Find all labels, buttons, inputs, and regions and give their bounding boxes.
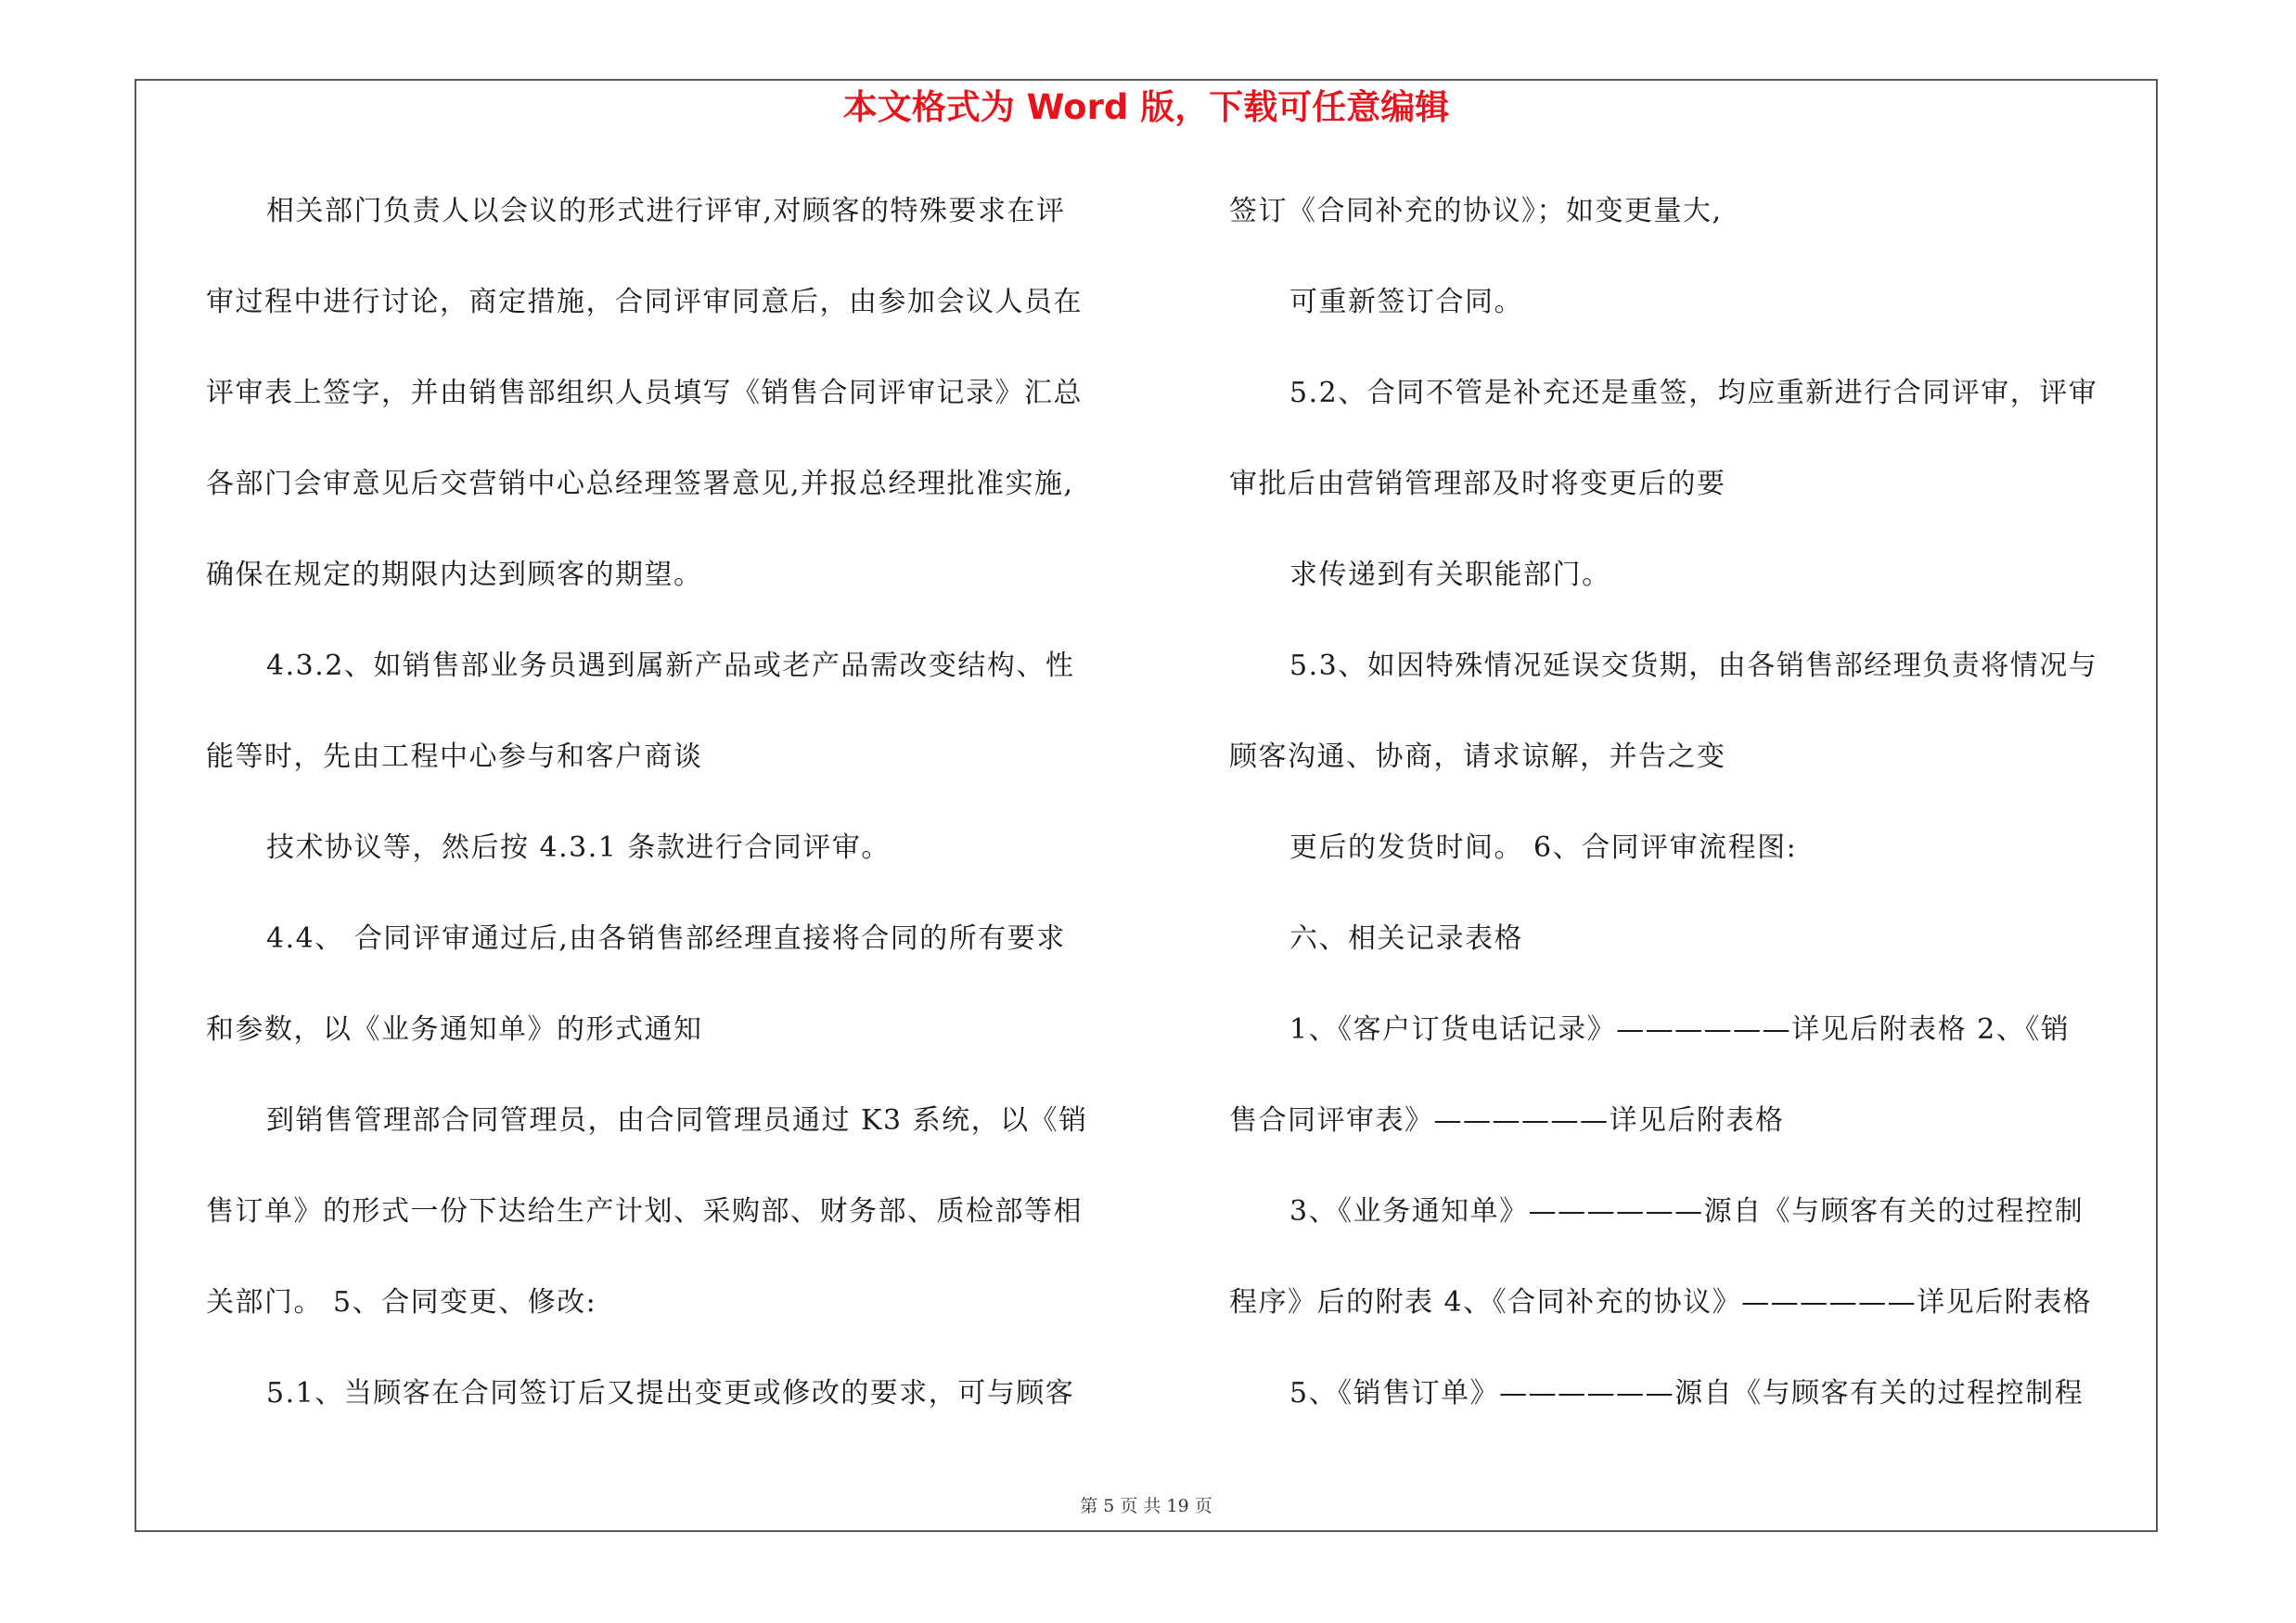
left-line: 审过程中进行讨论，商定措施，合同评审同意后，由参加会议人员在 bbox=[206, 286, 1083, 318]
right-line: 3、《业务通知单》——————源自《与顾客有关的过程控制 bbox=[1289, 1195, 2084, 1228]
right-line: 更后的发货时间。 6、合同评审流程图: bbox=[1289, 831, 1798, 864]
page-number: 第 5 页 共 19 页 bbox=[1080, 1496, 1212, 1516]
right-line: 程序》后的附表 4、《合同补充的协议》——————详见后附表格 bbox=[1229, 1286, 2093, 1319]
right-line: 5.2、合同不管是补充还是重签，均应重新进行合同评审，评审 bbox=[1289, 377, 2098, 409]
left-line: 技术协议等，然后按 4.3.1 条款进行合同评审。 bbox=[266, 831, 891, 864]
left-line: 5.1、当顾客在合同签订后又提出变更或修改的要求，可与顾客 bbox=[266, 1377, 1075, 1410]
right-line: 顾客沟通、协商，请求谅解，并告之变 bbox=[1229, 741, 1726, 773]
left-line: 能等时，先由工程中心参与和客户商谈 bbox=[206, 741, 703, 773]
right-line: 1、《客户订货电话记录》——————详见后附表格 2、《销 bbox=[1289, 1013, 2071, 1046]
left-line: 到销售管理部合同管理员，由合同管理员通过 K3 系统，以《销 bbox=[266, 1104, 1088, 1137]
right-line: 5.3、如因特殊情况延误交货期，由各销售部经理负责将情况与 bbox=[1289, 650, 2098, 682]
right-line: 签订《合同补充的协议》；如变更量大, bbox=[1229, 195, 1723, 227]
left-line: 各部门会审意见后交营销中心总经理签署意见,并报总经理批准实施, bbox=[206, 468, 1074, 500]
left-line: 4.4、 合同评审通过后,由各销售部经理直接将合同的所有要求 bbox=[266, 922, 1066, 955]
right-line: 售合同评审表》——————详见后附表格 bbox=[1229, 1104, 1785, 1137]
left-line: 确保在规定的期限内达到顾客的期望。 bbox=[206, 559, 703, 591]
left-line: 售订单》的形式一份下达给生产计划、采购部、财务部、质检部等相 bbox=[206, 1195, 1083, 1228]
format-banner: 本文格式为 Word 版，下载可任意编辑 bbox=[842, 87, 1450, 127]
left-line: 4.3.2、如销售部业务员遇到属新产品或老产品需改变结构、性 bbox=[266, 650, 1075, 682]
left-line: 关部门。 5、合同变更、修改: bbox=[206, 1286, 597, 1319]
left-line: 和参数，以《业务通知单》的形式通知 bbox=[206, 1013, 703, 1046]
left-line: 相关部门负责人以会议的形式进行评审,对顾客的特殊要求在评 bbox=[266, 195, 1066, 227]
right-line: 可重新签订合同。 bbox=[1289, 286, 1523, 318]
right-line: 5、《销售订单》——————源自《与顾客有关的过程控制程 bbox=[1289, 1377, 2084, 1410]
right-line: 六、相关记录表格 bbox=[1289, 922, 1523, 955]
right-line: 求传递到有关职能部门。 bbox=[1289, 559, 1611, 591]
left-line: 评审表上签字，并由销售部组织人员填写《销售合同评审记录》汇总 bbox=[206, 377, 1083, 409]
right-line: 审批后由营销管理部及时将变更后的要 bbox=[1229, 468, 1726, 500]
